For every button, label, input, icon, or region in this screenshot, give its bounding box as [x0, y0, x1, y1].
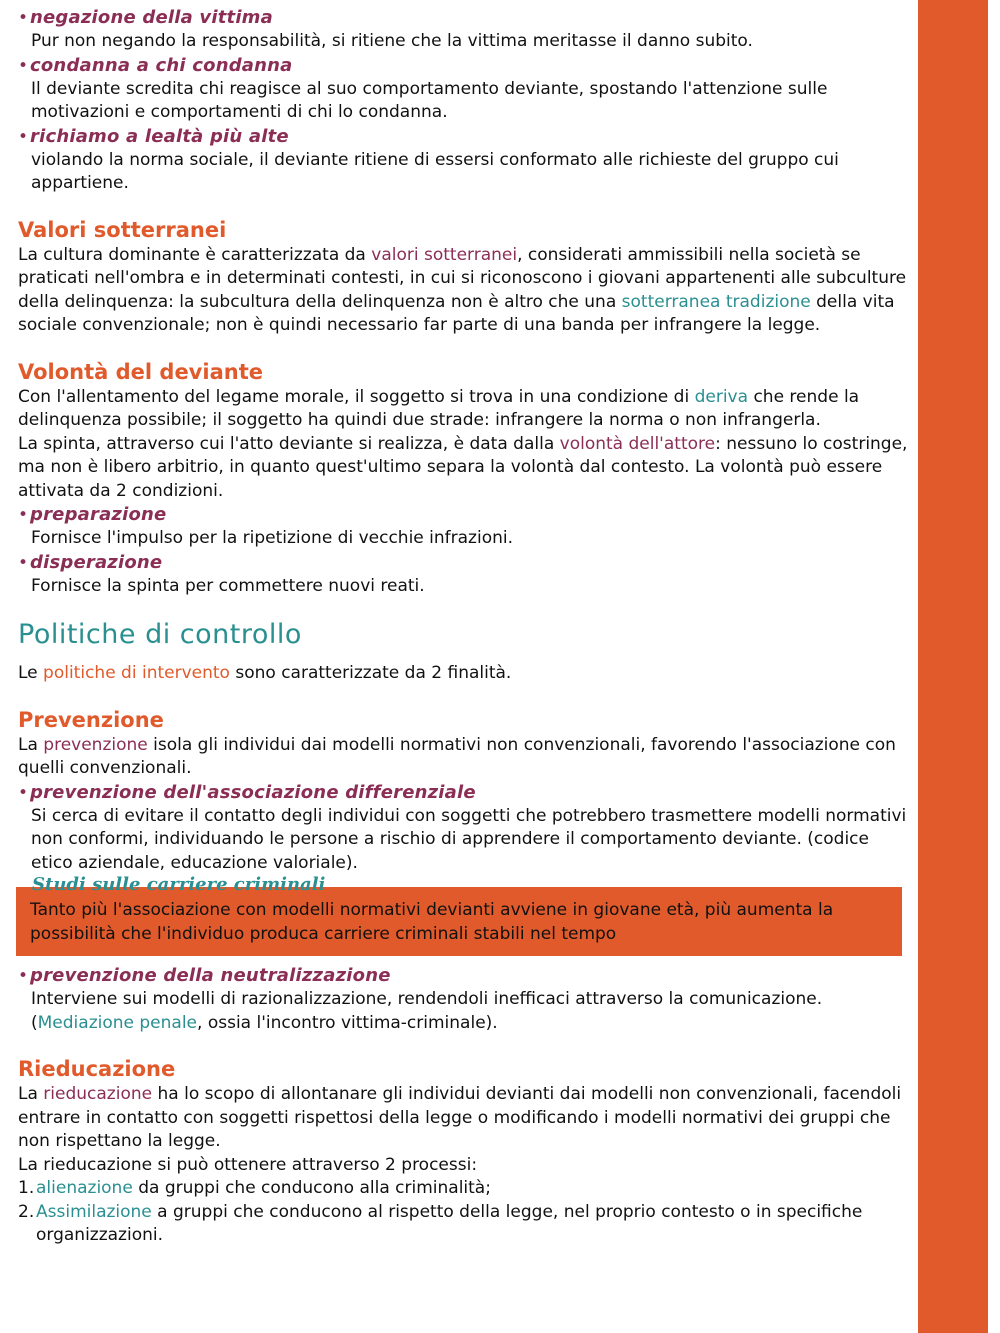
highlight-term: sotterranea tradizione: [621, 291, 811, 312]
highlight-term: rieducazione: [43, 1084, 153, 1104]
volonta-paragraph-1: Con l'allentamento del legame morale, il soggetto si trova in una condizione di deriva che rende la delinquenza possibile; il soggetto ha quindi due strade: infrangere la norma o non infrangerla.: [18, 386, 860, 430]
volonta-paragraph-2: La spinta, attraverso cui l'atto deviante si realizza, è data dalla volontà dell'attore: nessuno lo costringe, ma non è libero arbitrio, in quanto quest'ultimo separa la volontà dal contesto. La volontà può essere attivata da 2 condizioni.: [18, 433, 908, 501]
bullet-dot: •: [18, 782, 29, 803]
bullet-negazione: [18, 6, 908, 54]
bullet-richiamo: [18, 125, 908, 196]
bullet-dot: •: [18, 55, 29, 76]
list-item: 2. Assimilazione a gruppi che conducono al rispetto della legge, nel proprio contesto o in specifiche organizzazioni.: [18, 1201, 863, 1245]
highlight-term: valori sotterranei: [371, 244, 518, 265]
section-heading-valori: Valori sotterranei: [18, 217, 227, 242]
highlight-term: Mediazione penale: [37, 1012, 198, 1033]
politiche-paragraph: Le politiche di intervento sono caratterizzate da 2 finalità.: [18, 663, 512, 683]
rieducazione-paragraph-1: La rieducazione ha lo scopo di allontanare gli individui devianti dai modelli non convenzionali, facendoli entrare in contatto con soggetti rispettosi della legge o modificando i modelli normativi dei gruppi che non rispettano la legge.: [18, 1084, 902, 1151]
bullet-text: Fornisce la spinta per commettere nuovi reati.: [31, 575, 425, 596]
highlight-term: alienazione: [36, 1178, 133, 1198]
bullet-title: richiamo a lealtà più alte: [30, 125, 289, 147]
callout-title: Studi sulle carriere criminali: [32, 874, 326, 895]
bullet-condanna: [18, 54, 908, 125]
prevenzione-paragraph: La prevenzione isola gli individui dai modelli normativi non convenzionali, favorendo l'associazione con quelli convenzionali.: [18, 734, 896, 778]
section-heading-volonta: Volontà del deviante: [18, 359, 263, 384]
bullet-title: prevenzione dell'associazione differenziale: [30, 781, 476, 803]
list-item: 1. alienazione da gruppi che conducono alla criminalità;: [18, 1178, 491, 1198]
callout-text: Tanto più l'associazione con modelli normativi devianti avviene in giovane età, più aumenta la possibilità che l'individuo produca carriere criminali stabili nel tempo: [30, 900, 834, 944]
orange-sidebar-band: [918, 0, 988, 1333]
ordered-list: [18, 1177, 908, 1248]
bullet-disperazione: [18, 551, 908, 599]
chapter-heading-politiche: Politiche di controllo: [18, 619, 302, 650]
section-heading-rieducazione: Rieducazione: [18, 1057, 176, 1081]
bullet-title: disperazione: [30, 551, 163, 573]
bullet-dot: •: [18, 966, 29, 986]
bullet-text: Fornisce l'impulso per la ripetizione di vecchie infrazioni.: [31, 528, 514, 548]
callout-box: [16, 875, 902, 956]
bullet-neutralizzazione: [18, 964, 908, 1035]
highlight-term: Assimilazione: [36, 1201, 152, 1222]
bullet-title: preparazione: [30, 504, 167, 525]
valori-paragraph: La cultura dominante è caratterizzata da valori sotterranei, considerati ammissibili nella società se praticati nell'ombra e in determinati contesti, in cui si riconoscono i giovani appartenenti alle subculture della delinquenza: la subcultura della delinquenza non è altro che una sotterranea tradizione della vita sociale convenzionale; non è quindi necessario far parte di una banda per infrangere la legge.: [18, 244, 907, 335]
highlight-term: politiche di intervento: [43, 663, 230, 683]
highlight-term: deriva: [694, 386, 749, 407]
rieducazione-paragraph-2: La rieducazione si può ottenere attraverso 2 processi:: [18, 1154, 478, 1175]
bullet-text: Il deviante screditа chi reagisce al suo comportamento deviante, spostando l'attenzione sulle motivazioni e comportamenti di chi lo condanna.: [31, 78, 828, 122]
bullet-text: Si cerca di evitare il contatto degli individui con soggetti che potrebbero trasmettere modelli normativi non conformi, individuando le persone a rischio di apprendere il comportamento deviante. (codice etico aziendale, educazione valoriale).: [31, 805, 907, 873]
bullet-title: prevenzione della neutralizzazione: [30, 965, 391, 986]
section-heading-prevenzione: Prevenzione: [18, 707, 164, 732]
page-content: [18, 6, 908, 1248]
callout-body: [16, 887, 902, 956]
bullet-dot: •: [18, 505, 29, 525]
highlight-term: volontà dell'attore: [559, 433, 716, 454]
bullet-text: Pur non negando la responsabilità, si ritiene che la vittima meritasse il danno subito.: [31, 31, 753, 51]
bullet-text: violando la norma sociale, il deviante ritiene di essersi conformato alle richieste del gruppo cui appartiene.: [31, 149, 839, 193]
bullet-dot: •: [18, 552, 29, 573]
bullet-associazione-differenziale: [18, 781, 908, 876]
bullet-dot: •: [18, 126, 29, 147]
bullet-preparazione: [18, 503, 908, 551]
bullet-text: Interviene sui modelli di razionalizzazione, rendendoli inefficaci attraverso la comunicazione. (Mediazione penale, ossia l'incontro vittima-criminale).: [31, 989, 823, 1033]
bullet-title: condanna a chi condanna: [30, 54, 293, 76]
highlight-term: prevenzione: [43, 734, 148, 755]
bullet-dot: •: [18, 8, 29, 28]
bullet-title: negazione della vittima: [30, 7, 273, 28]
